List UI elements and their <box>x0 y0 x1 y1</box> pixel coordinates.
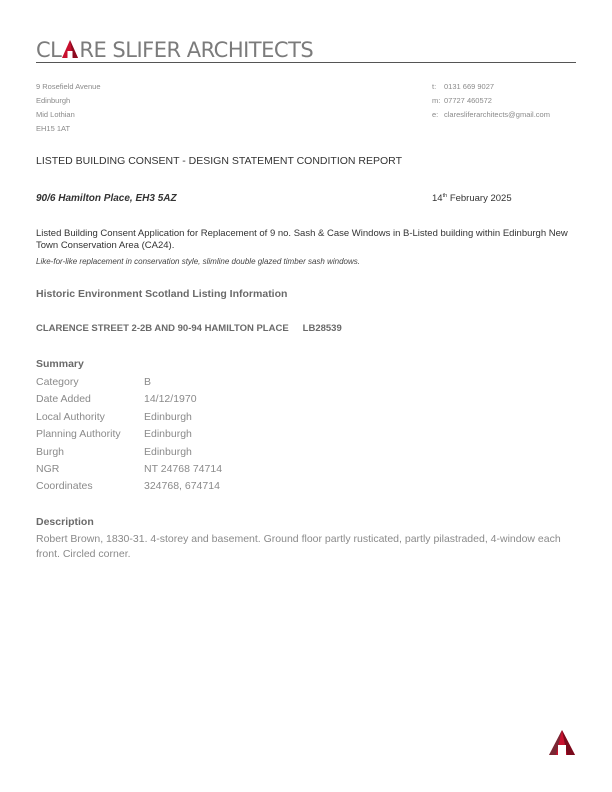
address-line: Mid Lothian <box>36 110 75 119</box>
summary-key: Coordinates <box>36 480 93 493</box>
contact-details <box>432 80 550 122</box>
summary-key: Date Added <box>36 393 91 406</box>
summary-row <box>36 426 222 443</box>
summary-row <box>36 391 222 408</box>
hes-heading: Historic Environment Scotland Listing Information <box>36 288 288 300</box>
header-divider <box>36 62 576 63</box>
summary-value: NT 24768 74714 <box>144 462 223 475</box>
contact-label: m: <box>432 96 441 105</box>
contact-label: e: <box>432 110 439 119</box>
summary-key: Local Authority <box>36 410 105 423</box>
application-note: Like-for-like replacement in conservation style, slimline double glazed timber sash windows. <box>36 257 361 266</box>
description-body: Robert Brown, 1830-31. 4-storey and basement. Ground floor partly rusticated, partly pilastraded, 4-window each front. Circled corner. <box>36 533 561 560</box>
summary-value: Edinburgh <box>144 428 192 441</box>
building-name: CLARENCE STREET 2-2B AND 90-94 HAMILTON PLACE <box>36 323 289 334</box>
description-heading: Description <box>36 516 94 528</box>
contact-phone <box>432 80 550 94</box>
application-description: Listed Building Consent Application for Replacement of 9 no. Sash & Case Windows in B-Listed building within Edinburgh New Town Conservation Area (CA24). <box>36 228 568 251</box>
address-line: Edinburgh <box>36 96 71 105</box>
address-line: EH15 1AT <box>36 124 71 133</box>
report-date <box>432 193 512 204</box>
date-day: 14 <box>432 193 443 205</box>
summary-row <box>36 478 222 495</box>
report-title: LISTED BUILDING CONSENT - DESIGN STATEMENT CONDITION REPORT <box>36 155 402 167</box>
contact-mobile <box>432 94 550 108</box>
office-address <box>36 80 101 136</box>
building-listing-title <box>36 323 342 334</box>
date-rest: February 2025 <box>449 193 512 205</box>
summary-row <box>36 374 222 391</box>
summary-value: 14/12/1970 <box>144 393 197 406</box>
address-line: 9 Rosefield Avenue <box>36 82 101 91</box>
contact-email <box>432 108 550 122</box>
logo-house-a-icon <box>61 38 79 58</box>
logo-text-end: RE SLIFER ARCHITECTS <box>79 38 314 62</box>
summary-row <box>36 461 222 478</box>
summary-value: 324768, 674714 <box>144 480 220 493</box>
summary-row <box>36 444 222 461</box>
property-address: 90/6 Hamilton Place, EH3 5AZ <box>36 193 177 204</box>
phone-value[interactable]: 0131 669 9027 <box>444 82 495 91</box>
summary-value: Edinburgh <box>144 445 192 458</box>
logo-text-start: CL <box>36 38 62 62</box>
contact-label: t: <box>432 82 437 91</box>
summary-heading: Summary <box>36 358 84 370</box>
summary-row <box>36 409 222 426</box>
company-logo <box>36 38 313 62</box>
summary-value: Edinburgh <box>144 410 192 423</box>
listing-reference: LB28539 <box>302 323 342 334</box>
mobile-value[interactable]: 07727 460572 <box>444 96 492 105</box>
logo-wordmark <box>36 38 313 62</box>
email-link[interactable]: claresliferarchitects@gmail.com <box>444 110 550 119</box>
summary-value: B <box>144 376 152 388</box>
summary-key: Category <box>36 376 79 388</box>
summary-key: Burgh <box>36 445 65 458</box>
summary-table <box>36 374 222 496</box>
summary-key: NGR <box>36 462 60 475</box>
house-logo-icon <box>547 728 577 756</box>
summary-key: Planning Authority <box>36 428 121 441</box>
date-suffix: th <box>442 193 448 199</box>
